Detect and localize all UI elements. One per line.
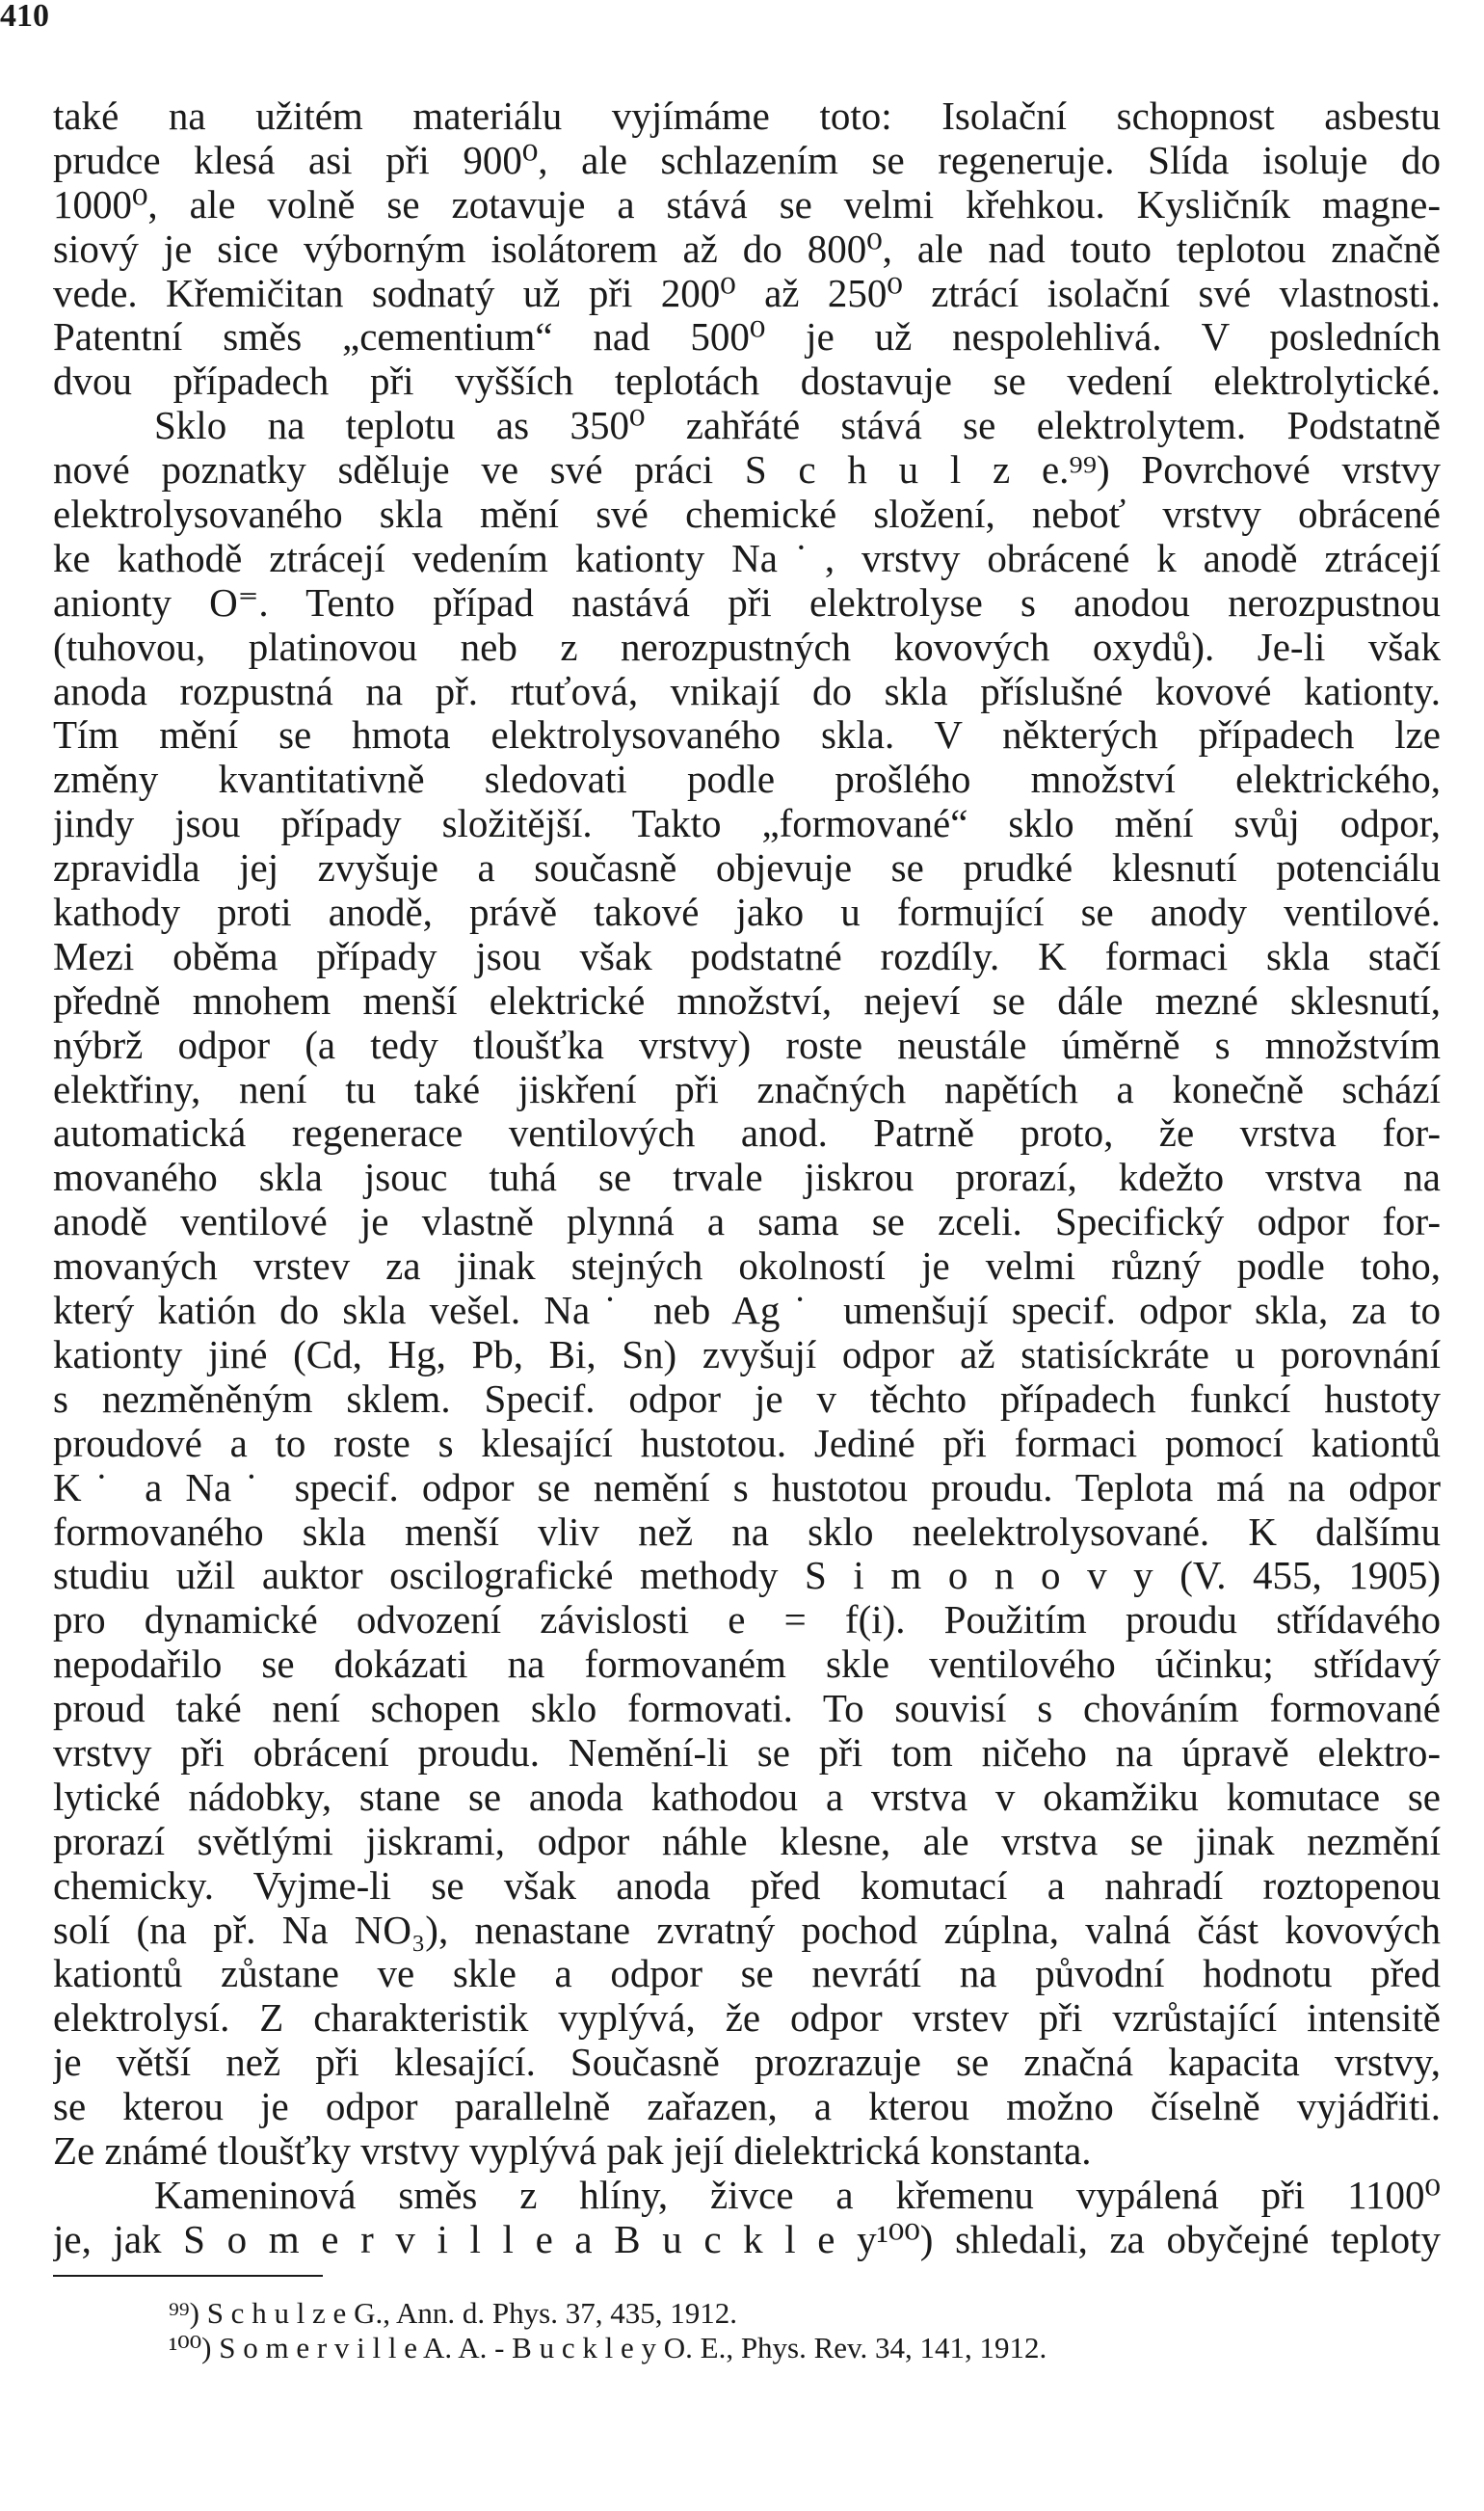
text-line: zpravidla jej zvyšuje a současně objevuje se prudké klesnutí potenciálu [53,846,1441,891]
text-line: prudce klesá asi při 900⁰, ale schlazením se regeneruje. Slída isoluje do [53,138,1441,182]
text-line: movaných vrstev za jinak stejných okolností je velmi různý podle toho, [53,1244,1441,1289]
text-line: Ze známé tloušťky vrstvy vyplývá pak její dielektrická konstanta. [53,2127,1092,2173]
text-line: je větší než při klesající. Současně prozrazuje se značná kapacita vrstvy, [53,2041,1441,2085]
text-line: kathody proti anodě, právě takové jako u formující se anody ventilové. [53,891,1441,935]
text-line: který katión do skla vešel. Na˙ neb Ag˙ umenšují specif. odpor skla, za to [53,1289,1441,1333]
text-line: elektrolysí. Z charakteristik vyplývá, že odpor vrstev při vzrůstající intensitě [53,1996,1441,2041]
text-line: kationtů zůstane ve skle a odpor se nevrátí na původní hodnotu před [53,1952,1441,1996]
text-line: studiu užil auktor oscilografické methody S i m o n o v y (V. 455, 1905) [53,1554,1441,1598]
text-line: dvou případech při vyšších teplotách dostavuje se vedení elektrolytické. [53,360,1441,404]
text-line: anodě ventilové je vlastně plynná a sama se zceli. Specifický odpor for- [53,1200,1441,1244]
footnote-100: ¹⁰⁰) S o m e r v i l l e A. A. - B u c k l e y O. E., Phys. Rev. 34, 141, 1912. [169,2331,1047,2364]
text-line: je, jak S o m e r v i l l e a B u c k l e y¹⁰⁰) shledali, za obyčejné teploty [53,2217,1441,2261]
text-line: prorazí světlými jiskrami, odpor náhle klesne, ale vrstva se jinak nezmění [53,1819,1441,1863]
text-line: proudové a to roste s klesající hustotou. Jediné při formaci pomocí kationtů [53,1421,1441,1465]
text-line: vrstvy při obrácení proudu. Nemění-li se při tom ničeho na úpravě elektro- [53,1730,1441,1775]
text-line: nové poznatky sděluje ve své práci S c h u l z e.⁹⁹) Povrchové vrstvy [53,448,1441,493]
text-line: předně mnohem menší elektrické množství, nejeví se dále mezné sklesnutí, [53,978,1441,1023]
page-number: 410 [0,0,49,34]
text-line: solí (na př. Na NO₃), nenastane zvratný pochod zúplna, valná část kovových [53,1908,1441,1952]
text-line: jindy jsou případy složitější. Takto „formované“ sklo mění svůj odpor, [53,802,1441,846]
text-line: Mezi oběma případy jsou však podstatné rozdíly. K formaci skla stačí [53,934,1441,978]
text-line: vede. Křemičitan sodnatý už při 200⁰ až 250⁰ ztrácí isolační své vlastnosti. [53,271,1441,315]
text-line: lytické nádobky, stane se anoda kathodou a vrstva v okamžiku komutace se [53,1775,1441,1819]
text-line: chemicky. Vyjme-li se však anoda před komutací a nahradí roztopenou [53,1863,1441,1908]
text-line: Kameninová směs z hlíny, živce a křemenu vypálená při 1100⁰ [154,2173,1441,2217]
text-line: změny kvantitativně sledovati podle prošlého množství elektrického, [53,758,1441,802]
text-line: nýbrž odpor (a tedy tloušťka vrstvy) roste neustále úměrně s množstvím [53,1023,1441,1067]
text-line: také na užitém materiálu vyjímáme toto: Isolační schopnost asbestu [53,94,1441,138]
body-text [53,94,1441,2262]
footnote-separator [53,2275,323,2277]
text-line: movaného skla jsouc tuhá se trvale jiskrou prorazí, kdežto vrstva na [53,1156,1441,1200]
text-line: siový je sice výborným isolátorem až do 800⁰, ale nad touto teplotou značně [53,227,1441,271]
text-line: elektřiny, není tu také jiskření při značných napětích a konečně schází [53,1067,1441,1111]
text-line: anionty O⁼. Tento případ nastává při elektrolyse s anodou nerozpustnou [53,580,1441,625]
text-line: nepodařilo se dokázati na formovaném skle ventilového účinku; střídavý [53,1643,1441,1687]
text-line: s nezměněným sklem. Specif. odpor je v těchto případech funkcí hustoty [53,1376,1441,1421]
text-line: Patentní směs „cementium“ nad 500⁰ je už nespolehlivá. V posledních [53,315,1441,360]
text-line: Sklo na teplotu as 350⁰ zahřáté stává se elektrolytem. Podstatně [154,404,1441,448]
text-line: pro dynamické odvození závislosti e = f(i). Použitím proudu střídavého [53,1598,1441,1643]
text-line: kationty jiné (Cd, Hg, Pb, Bi, Sn) zvyšují odpor až statisíckráte u porovnání [53,1332,1441,1376]
text-line: anoda rozpustná na př. rtuťová, vnikají do skla příslušné kovové kationty. [53,669,1441,713]
text-line: 1000⁰, ale volně se zotavuje a stává se velmi křehkou. Kysličník magne- [53,182,1441,227]
text-line: elektrolysovaného skla mění své chemické složení, neboť vrstvy obrácené [53,493,1441,537]
text-line: K˙ a Na˙ specif. odpor se nemění s hustotou proudu. Teplota má na odpor [53,1465,1441,1509]
text-line: (tuhovou, platinovou neb z nerozpustných kovových oxydů). Je-li však [53,625,1441,669]
text-line: proud také není schopen sklo formovati. To souvisí s chováním formované [53,1687,1441,1731]
text-line: se kterou je odpor parallelně zařazen, a kterou možno číselně vyjádřiti. [53,2085,1441,2129]
text-line: Tím mění se hmota elektrolysovaného skla. V některých případech lze [53,713,1441,758]
text-line: automatická regenerace ventilových anod. Patrně proto, že vrstva for- [53,1111,1441,1156]
text-line: formovaného skla menší vliv než na sklo neelektrolysované. K dalšímu [53,1509,1441,1554]
footnote-99: ⁹⁹) S c h u l z e G., Ann. d. Phys. 37, 435, 1912. [169,2296,737,2330]
text-line: ke kathodě ztrácejí vedením kationty Na˙, vrstvy obrácené k anodě ztrácejí [53,536,1441,580]
